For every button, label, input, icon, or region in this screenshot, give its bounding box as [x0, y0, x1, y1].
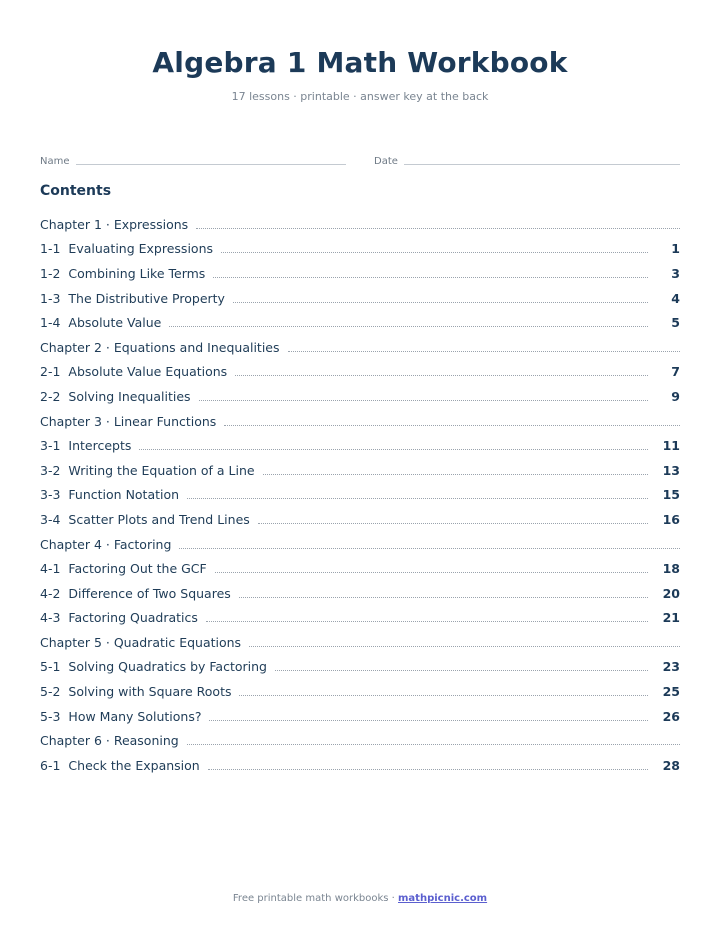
lesson-number: 1-2 [40, 265, 61, 281]
lesson-number: 3-3 [40, 487, 61, 503]
name-date-row [40, 154, 680, 168]
dot-leader [213, 277, 648, 278]
footer-text: Free printable math workbooks · [232, 893, 399, 904]
name-label: Name [40, 156, 70, 167]
toc-lesson-row [40, 606, 680, 631]
lesson-number: 3-1 [40, 438, 61, 454]
dot-leader [249, 646, 680, 647]
lesson-title: The Distributive Property [68, 290, 225, 306]
date-write-line[interactable] [404, 164, 680, 165]
toc-lesson-row [40, 704, 680, 729]
page-number: 7 [671, 364, 680, 380]
lesson-title: Absolute Value Equations [68, 364, 228, 380]
dot-leader [239, 695, 648, 696]
page-number: 20 [662, 585, 680, 601]
lesson-title: Check the Expansion [68, 757, 200, 773]
lesson-number: 5-3 [40, 708, 61, 724]
dot-leader [206, 621, 648, 622]
lesson-number: 1-4 [40, 315, 61, 331]
toc-lesson-row [40, 679, 680, 704]
toc-lesson-row [40, 556, 680, 581]
lesson-number: 1-3 [40, 290, 61, 306]
toc-lesson-row [40, 458, 680, 483]
date-field[interactable] [374, 154, 680, 168]
dot-leader [139, 449, 648, 450]
toc-lesson-row [40, 753, 680, 778]
lesson-number: 5-2 [40, 684, 61, 700]
page-number: 13 [662, 462, 680, 478]
dot-leader [199, 400, 648, 401]
lesson-title: Scatter Plots and Trend Lines [68, 511, 250, 527]
contents-heading: Contents [40, 183, 112, 199]
name-field[interactable] [40, 154, 346, 168]
lesson-title: Function Notation [68, 487, 180, 503]
lesson-title: Evaluating Expressions [68, 241, 214, 257]
dot-leader [209, 720, 648, 721]
dot-leader [208, 769, 648, 770]
dot-leader [215, 572, 648, 573]
lesson-title: Writing the Equation of a Line [68, 462, 255, 478]
toc-lesson-row [40, 433, 680, 458]
toc-lesson-row [40, 655, 680, 680]
dot-leader [196, 228, 680, 229]
toc-chapter-row [40, 335, 680, 360]
toc-chapter-row [40, 630, 680, 655]
dot-leader [235, 375, 648, 376]
lesson-title: How Many Solutions? [68, 708, 202, 724]
page-number: 28 [662, 757, 680, 773]
lesson-title: Combining Like Terms [68, 265, 206, 281]
page-number: 21 [662, 610, 680, 626]
toc-chapter-row [40, 409, 680, 434]
toc-lesson-row [40, 360, 680, 385]
toc-lesson-row [40, 507, 680, 532]
page-number: 5 [671, 315, 680, 331]
dot-leader [179, 548, 680, 549]
dot-leader [221, 252, 648, 253]
lesson-number: 3-4 [40, 511, 61, 527]
page-number: 4 [671, 290, 680, 306]
dot-leader [263, 474, 648, 475]
date-label: Date [374, 156, 398, 167]
toc-lesson-row [40, 384, 680, 409]
page-number: 26 [662, 708, 680, 724]
lesson-title: Absolute Value [68, 315, 162, 331]
page-number: 16 [662, 511, 680, 527]
chapter-title: Chapter 2 · Equations and Inequalities [40, 339, 280, 355]
footer [0, 893, 720, 904]
dot-leader [233, 302, 648, 303]
chapter-title: Chapter 5 · Quadratic Equations [40, 634, 242, 650]
lesson-number: 5-1 [40, 659, 61, 675]
page-number: 18 [662, 561, 680, 577]
dot-leader [224, 425, 680, 426]
page-number: 1 [671, 241, 680, 257]
lesson-number: 4-3 [40, 610, 61, 626]
lesson-title: Solving with Square Roots [68, 684, 232, 700]
page-number: 11 [662, 438, 680, 454]
footer-link[interactable]: mathpicnic.com [398, 893, 488, 904]
lesson-title: Intercepts [68, 438, 132, 454]
toc-lesson-row [40, 581, 680, 606]
toc-lesson-row [40, 237, 680, 262]
name-write-line[interactable] [76, 164, 346, 165]
lesson-number: 4-2 [40, 585, 61, 601]
toc-lesson-row [40, 286, 680, 311]
dot-leader [239, 597, 648, 598]
lesson-number: 2-2 [40, 388, 61, 404]
toc-lesson-row [40, 261, 680, 286]
lesson-number: 6-1 [40, 757, 61, 773]
toc-chapter-row [40, 728, 680, 753]
page-number: 23 [662, 659, 680, 675]
chapter-title: Chapter 1 · Expressions [40, 216, 189, 232]
page-number: 9 [671, 388, 680, 404]
dot-leader [169, 326, 648, 327]
toc-chapter-row [40, 212, 680, 237]
lesson-title: Solving Quadratics by Factoring [68, 659, 267, 675]
dot-leader [288, 351, 681, 352]
toc-lesson-row [40, 310, 680, 335]
dot-leader [258, 523, 648, 524]
lesson-title: Difference of Two Squares [68, 585, 231, 601]
lesson-number: 3-2 [40, 462, 61, 478]
chapter-title: Chapter 3 · Linear Functions [40, 413, 217, 429]
table-of-contents [40, 212, 680, 778]
lesson-title: Factoring Quadratics [68, 610, 198, 626]
page-title: Algebra 1 Math Workbook [152, 46, 568, 79]
chapter-title: Chapter 6 · Reasoning [40, 733, 179, 749]
lesson-number: 1-1 [40, 241, 61, 257]
lesson-title: Solving Inequalities [68, 388, 191, 404]
dot-leader [275, 670, 648, 671]
dot-leader [187, 744, 680, 745]
page-number: 15 [662, 487, 680, 503]
page-subtitle: 17 lessons · printable · answer key at the back [231, 90, 489, 103]
toc-chapter-row [40, 532, 680, 557]
toc-lesson-row [40, 483, 680, 508]
chapter-title: Chapter 4 · Factoring [40, 536, 172, 552]
dot-leader [187, 498, 648, 499]
lesson-number: 2-1 [40, 364, 61, 380]
page-number: 25 [662, 684, 680, 700]
lesson-number: 4-1 [40, 561, 61, 577]
page-number: 3 [671, 265, 680, 281]
lesson-title: Factoring Out the GCF [68, 561, 207, 577]
